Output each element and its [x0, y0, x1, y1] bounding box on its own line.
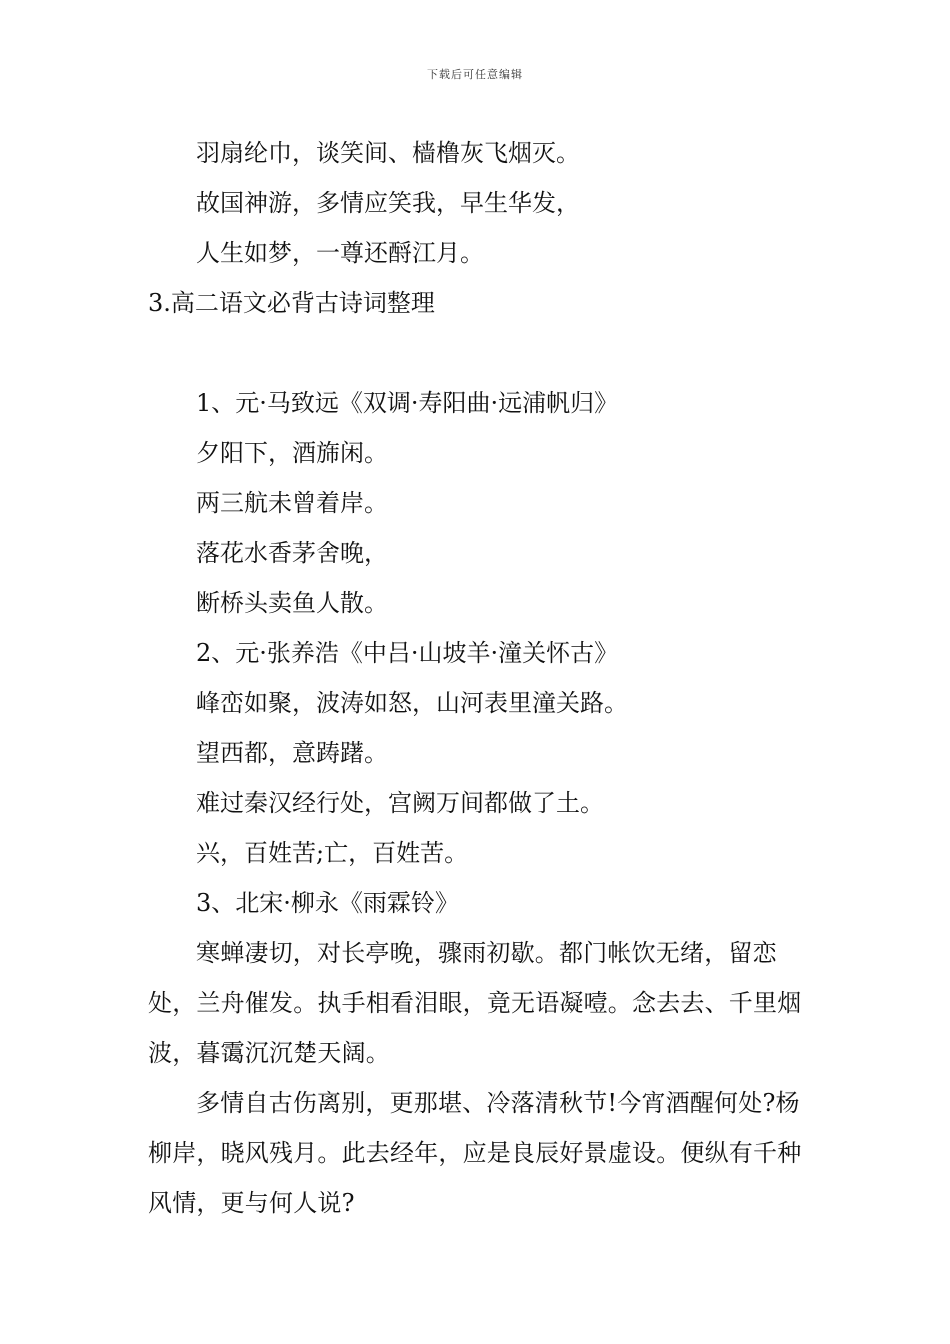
poem1-line-3: 落花水香茅舍晚， [196, 539, 388, 567]
poem2-line-1: 峰峦如聚，波涛如怒，山河表里潼关路。 [196, 689, 628, 717]
section-heading: 3.高二语文必背古诗词整理 [148, 289, 435, 317]
poem3-title: 3、北宋·柳永《雨霖铃》 [196, 889, 459, 917]
poem2-line-2: 望西都，意踌躇。 [196, 739, 388, 767]
poem1-line-1: 夕阳下，酒旆闲。 [196, 439, 388, 467]
opening-line-2: 故国神游，多情应笑我，早生华发， [196, 189, 580, 217]
poem1-title: 1、元·马致远《双调·寿阳曲·远浦帆归》 [196, 389, 619, 417]
poem2-line-3: 难过秦汉经行处，宫阙万间都做了土。 [196, 789, 604, 817]
opening-line-1: 羽扇纶巾，谈笑间、樯橹灰飞烟灭。 [196, 139, 580, 167]
poem1-line-2: 两三航未曾着岸。 [196, 489, 388, 517]
header-note: 下载后可任意编辑 [427, 68, 523, 81]
opening-line-3: 人生如梦，一尊还酹江月。 [196, 239, 484, 267]
poem2-line-4: 兴，百姓苦;亡，百姓苦。 [196, 839, 469, 867]
poem1-line-4: 断桥头卖鱼人散。 [196, 589, 388, 617]
blank-line [148, 328, 818, 378]
document-content [148, 128, 818, 1228]
poem2-title: 2、元·张养浩《中吕·山坡羊·潼关怀古》 [196, 639, 619, 667]
poem3-paragraph-2: 多情自古伤离别，更那堪、冷落清秋节!今宵酒醒何处?杨柳岸，晓风残月。此去经年，应是良辰好景虚设。便纵有千种风情，更与何人说? [148, 1089, 802, 1217]
poem3-paragraph-1: 寒蝉凄切，对长亭晚，骤雨初歇。都门帐饮无绪，留恋处，兰舟催发。执手相看泪眼，竟无语凝噎。念去去、千里烟波，暮霭沉沉楚天阔。 [148, 939, 802, 1067]
